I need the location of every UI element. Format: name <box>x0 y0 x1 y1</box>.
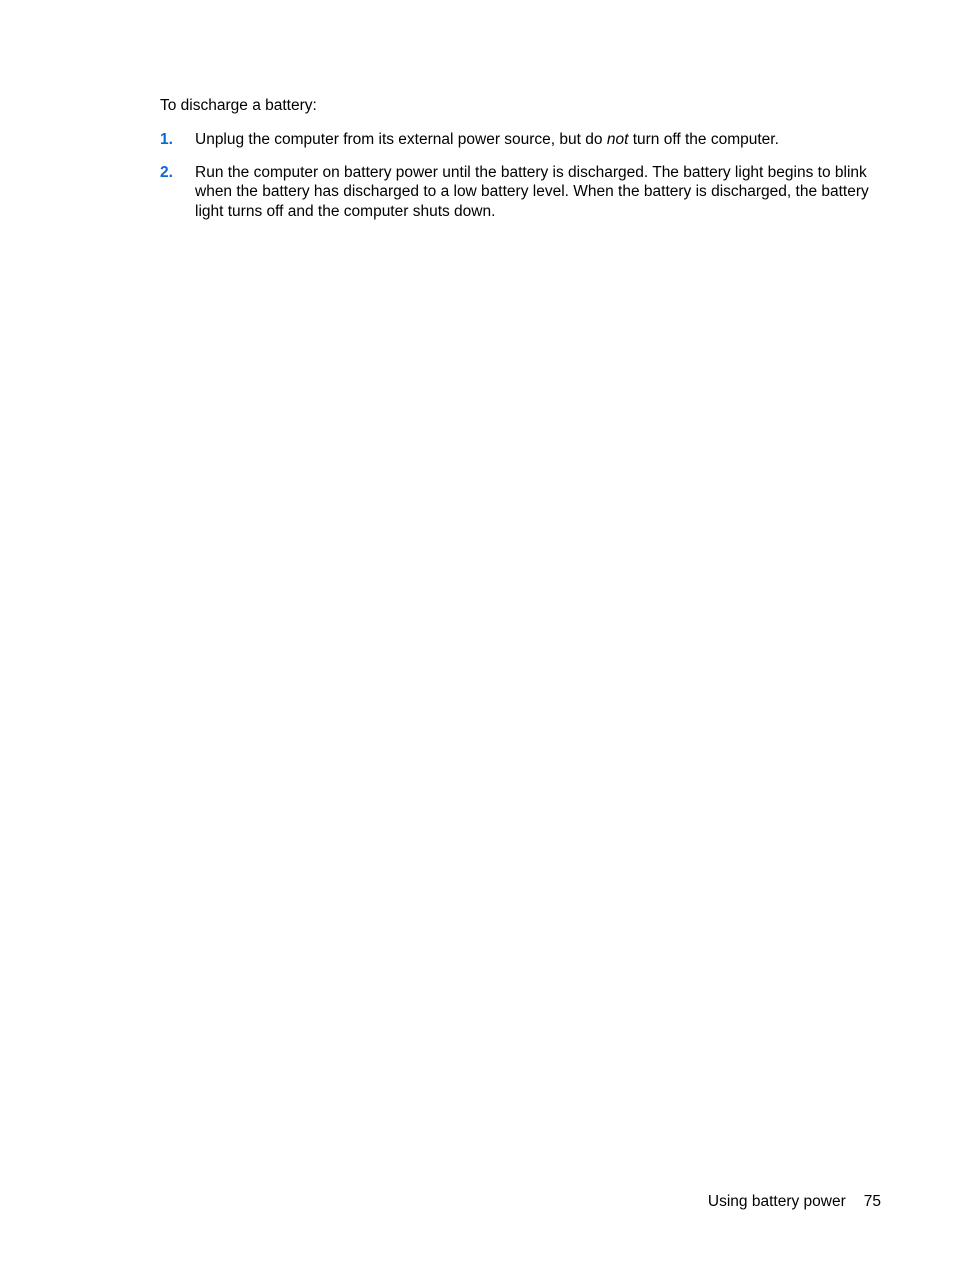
step-text <box>195 131 779 148</box>
step-number: 1. <box>160 131 173 148</box>
step-number: 2. <box>160 163 173 181</box>
page-footer <box>708 1192 881 1211</box>
step-text-before: Unplug the computer from its external power source, but do <box>195 131 607 148</box>
step-text-after: turn off the computer. <box>628 131 779 148</box>
steps-list <box>160 130 884 234</box>
step-item <box>160 163 884 222</box>
step-text: Run the computer on battery power until the battery is discharged. The battery light begins to blink when the battery has discharged to a low battery level. When the battery is discharged, the battery light turns off and the computer shuts down. <box>195 163 869 220</box>
step-item <box>160 130 884 150</box>
intro-text: To discharge a battery: <box>160 97 317 114</box>
footer-section-title: Using battery power <box>707 1193 846 1210</box>
page-number: 75 <box>863 1193 881 1210</box>
step-text-emphasis: not <box>606 131 629 148</box>
